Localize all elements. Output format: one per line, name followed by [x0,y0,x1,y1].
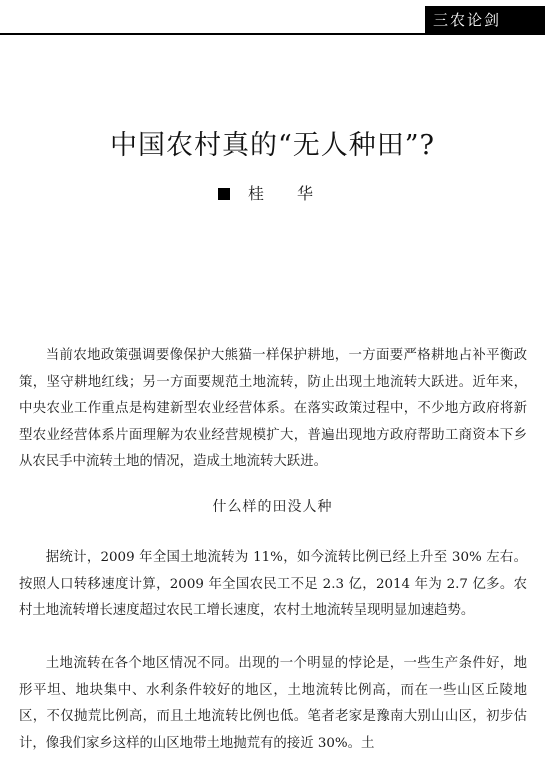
intro-paragraph: 当前农地政策强调要像保护大熊猫一样保护耕地，一方面要严格耕地占补平衡政策，坚守耕地红线；另一方面要规范土地流转，防止出现土地流转大跃进。近年来，中央农业工作重点是构建新型农业经营体系。在落实政策过程中，不少地方政府将新型农业经营体系片面理解为农业经营规模扩大，普遍出现地方政府帮助工商资本下乡从农民手中流转土地的情况，造成土地流转大跃进。 [19,348,527,469]
author-name: 桂 华 [247,184,328,203]
byline-square-icon [218,188,230,200]
land-transfer-paragraph: 土地流转在各个地区情况不同。出现的一个明显的悖论是，一些生产条件好，地形平坦、地块集中、水利条件较好的地区，土地流转比例高，而在一些山区丘陵地区，不仅抛荒比例高，而且土地流转比例也低。笔者老家是豫南大别山山区，初步估计，像我们家乡这样的山区地带土地抛荒有的接近 30%。土 [19,656,527,751]
article-title: 中国农村真的“无人种田”? [109,130,436,161]
section-tab: 三农论剑 [425,6,545,35]
stats-paragraph: 据统计，2009 年全国土地流转为 11%，如今流转比例已经上升至 30% 左右。按照人口转移速度计算，2009 年全国农民工不足 2.3 亿，2014 年为 2.7 亿多。农村土地流转增长速度超过农民工增长速度，农村土地流转呈现明显加速趋势。 [19,550,527,618]
section-subheading: 什么样的田没人种 [212,499,333,515]
byline [0,183,545,205]
